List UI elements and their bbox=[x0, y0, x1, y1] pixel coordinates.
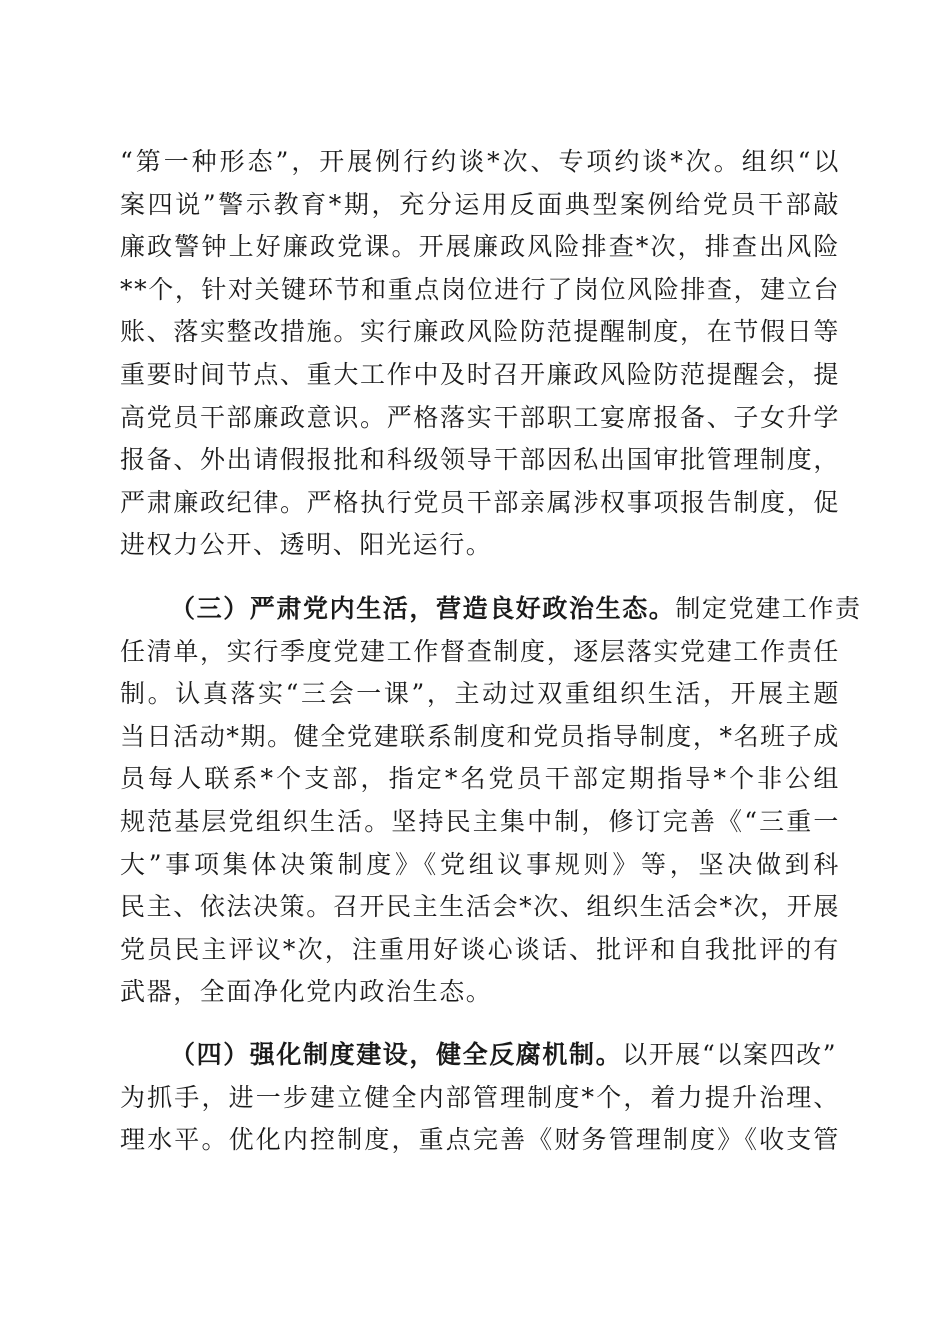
text-line: 大”事项集体决策制度》《党组议事规则》等，坚决做到科 bbox=[120, 849, 840, 879]
text-line: 报备、外出请假报批和科级领导干部因私出国审批管理制度， bbox=[120, 445, 840, 475]
text-line: 员每人联系*个支部，指定*名党员干部定期指导*个非公组 bbox=[120, 764, 840, 794]
section-heading-line bbox=[120, 1034, 840, 1077]
text-line: 当日活动*期。健全党建联系制度和党员指导制度，*名班子成 bbox=[120, 721, 840, 751]
text-line: 理水平。优化内控制度，重点完善《财务管理制度》《收支管 bbox=[120, 1125, 840, 1155]
text-line: 严肃廉政纪律。严格执行党员干部亲属涉权事项报告制度，促 bbox=[120, 487, 840, 517]
section-heading-line bbox=[120, 588, 862, 631]
text-line: 廉政警钟上好廉政党课。开展廉政风险排查*次，排查出风险 bbox=[120, 232, 840, 262]
paragraph-2 bbox=[120, 588, 862, 1014]
section-heading: （四）强化制度建设，健全反腐机制。 bbox=[170, 1040, 623, 1069]
text-line: 进权力公开、透明、阳光运行。 bbox=[120, 530, 493, 560]
text-line: 党员民主评议*次，注重用好谈心谈话、批评和自我批评的有 bbox=[120, 934, 840, 964]
text-line: 高党员干部廉政意识。严格落实干部职工宴席报备、子女升学 bbox=[120, 402, 840, 432]
text-line: **个，针对关键环节和重点岗位进行了岗位风险排查，建立台 bbox=[120, 274, 840, 304]
text-line: 规范基层党组织生活。坚持民主集中制，修订完善《“三重一 bbox=[120, 806, 840, 836]
heading-line-rest: 以开展“以案四改” bbox=[622, 1040, 838, 1069]
paragraph-1 bbox=[120, 141, 840, 567]
text-line: 任清单，实行季度党建工作督查制度，逐层落实党建工作责任 bbox=[120, 636, 840, 666]
heading-line-rest: 制定党建工作责 bbox=[675, 594, 862, 623]
text-line: “第一种形态”，开展例行约谈*次、专项约谈*次。组织“以 bbox=[120, 147, 840, 176]
text-line: 武器，全面净化党内政治生态。 bbox=[120, 977, 493, 1007]
text-line: 案四说”警示教育*期，充分运用反面典型案例给党员干部敲 bbox=[120, 189, 840, 219]
text-line: 为抓手，进一步建立健全内部管理制度*个，着力提升治理、 bbox=[120, 1082, 840, 1112]
text-line: 民主、依法决策。召开民主生活会*次、组织生活会*次，开展 bbox=[120, 892, 840, 922]
text-line: 账、落实整改措施。实行廉政风险防范提醒制度，在节假日等 bbox=[120, 317, 840, 347]
text-line: 重要时间节点、重大工作中及时召开廉政风险防范提醒会，提 bbox=[120, 359, 840, 389]
paragraph-3 bbox=[120, 1034, 840, 1162]
text-line: 制。认真落实“三会一课”，主动过双重组织生活，开展主题 bbox=[120, 679, 840, 709]
section-heading: （三）严肃党内生活，营造良好政治生态。 bbox=[170, 594, 676, 623]
